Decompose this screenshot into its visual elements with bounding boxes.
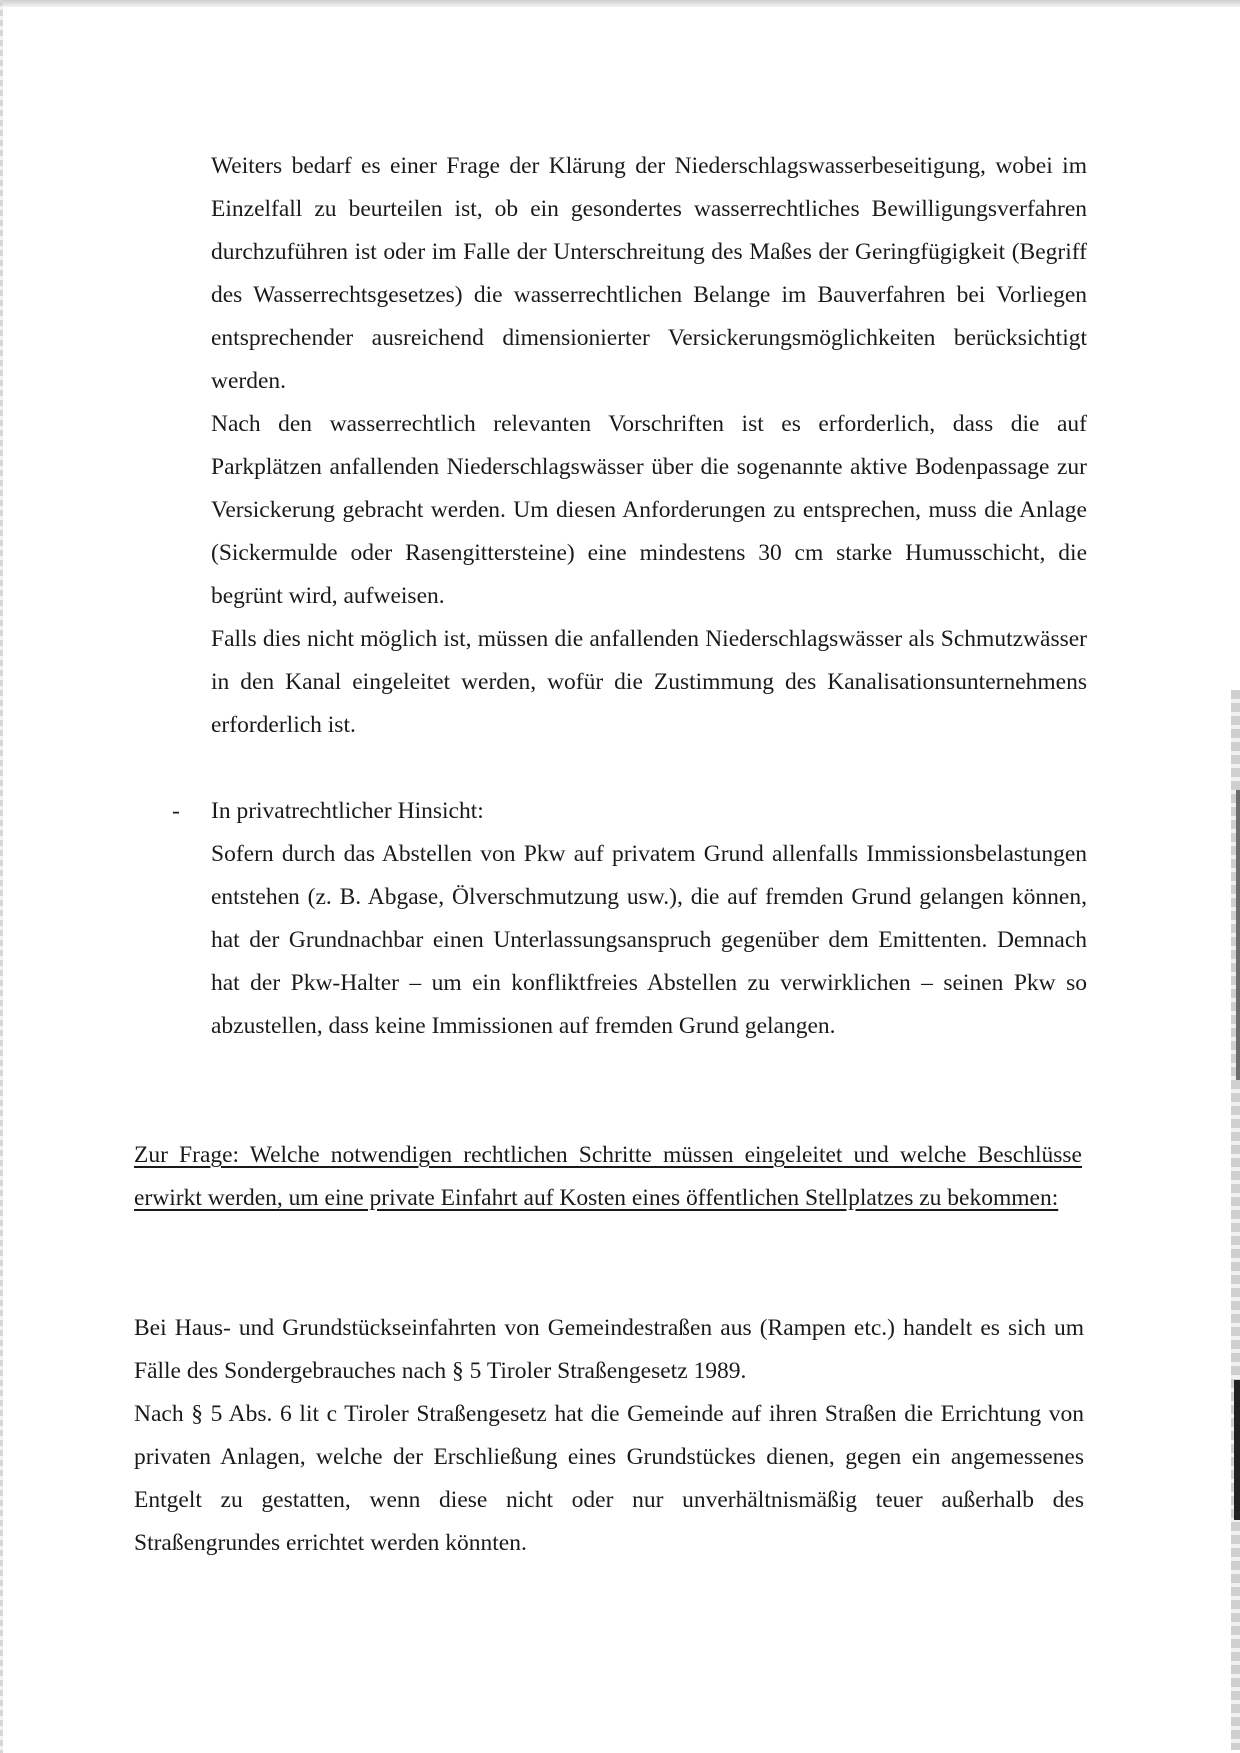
bullet-marker: - [172,798,180,824]
road-law-section [134,1307,1084,1565]
scan-edge-shadow [1236,790,1240,1080]
paragraph: Sofern durch das Abstellen von Pkw auf privatem Grund allenfalls Immissionsbelastungen entstehen (z. B. Abgase, Ölverschmutzung usw.), die auf fremden Grund gelangen können, hat der Grundnachbar einen Unterlassungsanspruch gegenüber dem Emittenten. Demnach hat der Pkw-Halter – um ein konfliktfreies Abstellen zu verwirklichen – seinen Pkw so abzustellen, dass keine Immissionen auf fremden Grund gelangen. [211,841,1087,1039]
water-drainage-section [211,145,1087,747]
bullet-title: In privatrechtlicher Hinsicht: [211,798,484,824]
scan-edge-top [0,0,1240,7]
scan-edge-left [0,0,3,1753]
private-law-section [211,790,1087,1048]
paragraph: Nach den wasserrechtlich relevanten Vorschriften ist es erforderlich, dass die auf Parkplätzen anfallenden Niederschlagswässer über die sogenannte aktive Bodenpassage zur Versickerung gebracht werden. Um diesen Anforderungen zu entsprechen, muss die Anlage (Sickermulde oder Rasengittersteine) eine mindestens 30 cm starke Humusschicht, die begrünt wird, aufweisen. [211,411,1087,609]
paragraph: Nach § 5 Abs. 6 lit c Tiroler Straßengesetz hat die Gemeinde auf ihren Straßen die Errichtung von privaten Anlagen, welche der Erschließung eines Grundstückes dienen, gegen ein angemessenes Entgelt zu gestatten, wenn diese nicht oder nur unverhältnismäßig teuer außerhalb des Straßengrundes errichtet werden könnten. [134,1401,1084,1556]
scan-edge-shadow-dark [1234,1380,1240,1520]
paragraph: Bei Haus- und Grundstückseinfahrten von Gemeindestraßen aus (Rampen etc.) handelt es sich um Fälle des Sondergebrauches nach § 5 Tiroler Straßengesetz 1989. [134,1315,1084,1384]
paragraph: Falls dies nicht möglich ist, müssen die anfallenden Niederschlagswässer als Schmutzwässer in den Kanal eingeleitet werden, wofür die Zustimmung des Kanalisationsunternehmens erforderlich ist. [211,626,1087,738]
paragraph: Weiters bedarf es einer Frage der Klärung der Niederschlagswasserbeseitigung, wobei im Einzelfall zu beurteilen ist, ob ein gesondertes wasserrechtliches Bewilligungsverfahren durchzuführen ist oder im Falle der Unterschreitung des Maßes der Geringfügigkeit (Begriff des Wasserrechtsgesetzes) die wasserrechtlichen Belange im Bauverfahren bei Vorliegen entsprechender ausreichend dimensionierter Versickerungsmöglichkeiten berücksichtigt werden. [211,153,1087,394]
question-heading: Zur Frage: Welche notwendigen rechtlichen Schritte müssen eingeleitet und welche Beschlüsse erwirkt werden, um eine private Einfahrt auf Kosten eines öffentlichen Stellplatzes zu bekommen: [134,1142,1082,1211]
